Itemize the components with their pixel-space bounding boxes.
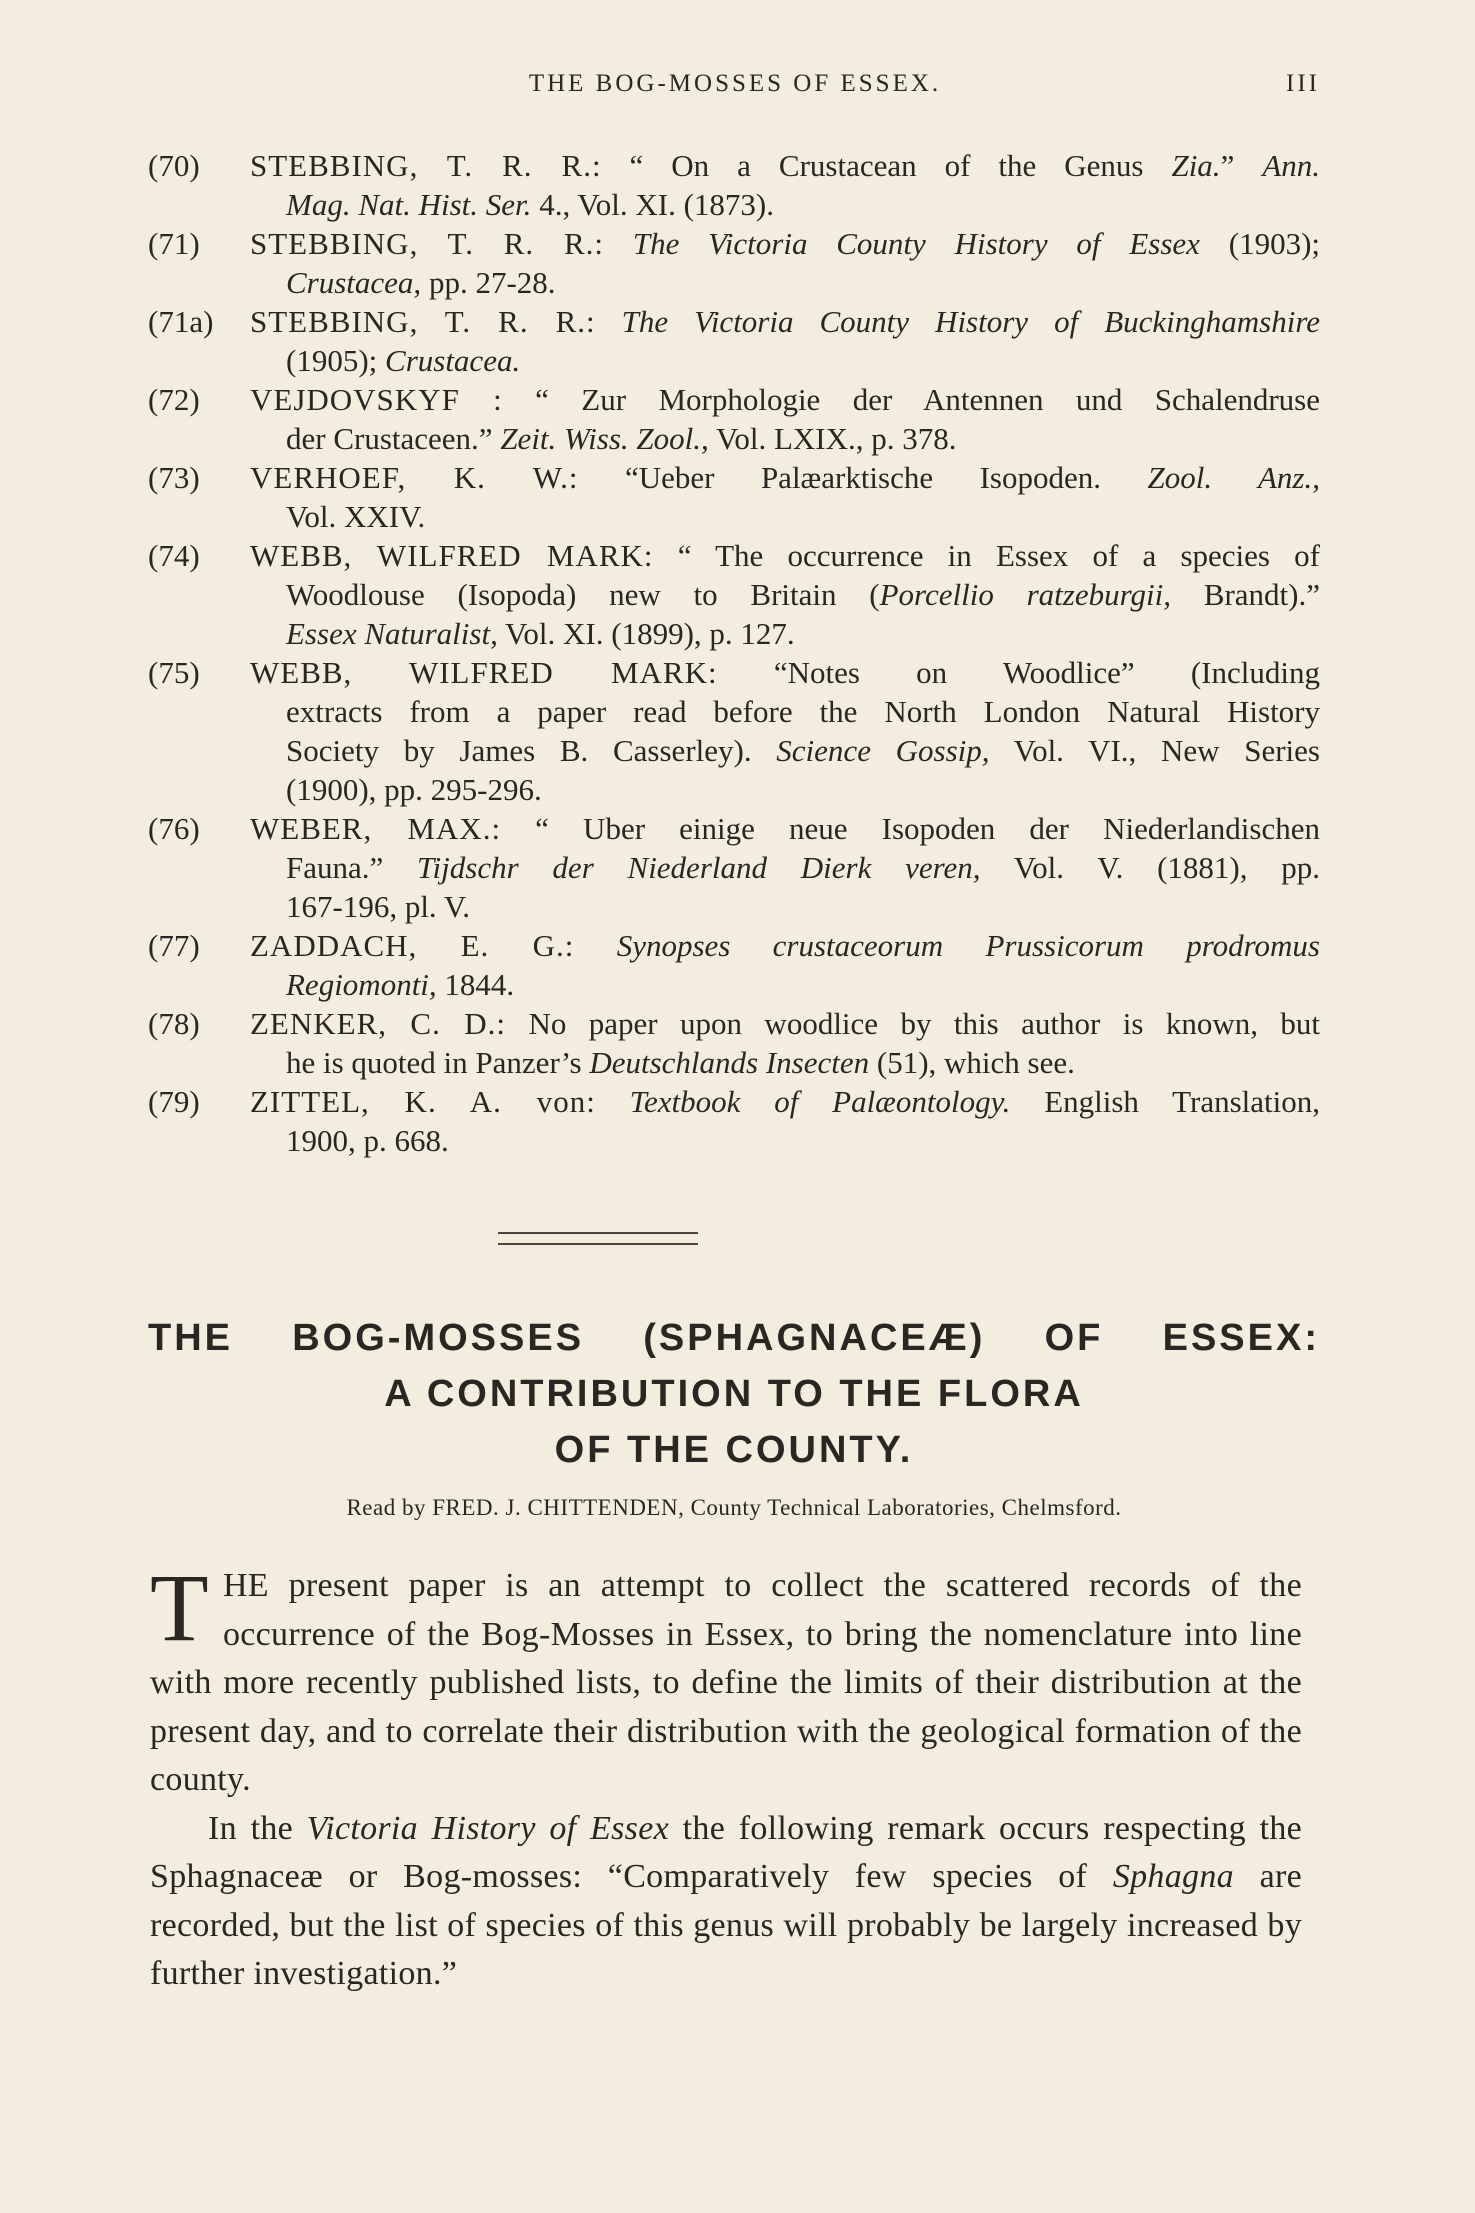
reference-entry: [148, 146, 1320, 224]
paragraph-2: [150, 1805, 1302, 1999]
article-title: [148, 1310, 1320, 1478]
reference-text: The Victoria County History of Essex: [632, 226, 1200, 261]
reference-first-line: [250, 1082, 1320, 1121]
paragraph-2-text-a: In the: [208, 1809, 307, 1847]
reference-text: Mag. Nat. Hist. Ser.: [286, 187, 532, 222]
reference-entry: [148, 224, 1320, 302]
reference-continuation-line: [286, 419, 1320, 458]
reference-number: (75): [148, 655, 200, 690]
reference-text: Brandt).”: [1171, 577, 1320, 612]
reference-author: VERHOEF, K. W.:: [250, 460, 579, 495]
reference-text: [596, 1084, 630, 1119]
reference-text: 4., Vol. XI. (1873).: [531, 187, 774, 222]
reference-entry: [148, 809, 1320, 926]
reference-continuation-line: [286, 497, 1320, 536]
drop-cap: T: [150, 1554, 209, 1661]
reference-author: WEBER, MAX.:: [250, 811, 502, 846]
page-number: III: [1286, 70, 1320, 97]
reference-number: (73): [148, 460, 200, 495]
reference-author: ZENKER, C. D.:: [250, 1006, 507, 1041]
reference-continuation-line: [286, 341, 1320, 380]
reference-number: (76): [148, 811, 200, 846]
reference-first-line: [250, 809, 1320, 848]
reference-text: extracts from a paper read before the North London Natural History: [286, 694, 1320, 729]
reference-entry: [148, 302, 1320, 380]
running-head-title: THE BOG-MOSSES OF ESSEX.: [528, 70, 942, 97]
reference-text: “ Uber einige neue Isopoden der Niederlandischen: [501, 811, 1320, 846]
reference-number: (79): [148, 1084, 200, 1119]
reference-first-line: [250, 1004, 1320, 1043]
reference-text: No paper upon woodlice by this author is known, but: [506, 1006, 1320, 1041]
reference-continuation-line: [286, 770, 1320, 809]
reference-text: Science Gossip,: [776, 733, 990, 768]
reference-text: (1905);: [286, 343, 386, 378]
reference-continuation-line: [286, 614, 1320, 653]
reference-text: Zeit. Wiss. Zool.,: [500, 421, 709, 456]
running-head: [150, 64, 1320, 108]
reference-number: (72): [148, 382, 200, 417]
reference-entry: [148, 1004, 1320, 1082]
reference-first-line: [250, 926, 1320, 965]
reference-author: WEBB, WILFRED MARK:: [250, 538, 654, 573]
reference-text: der Crustaceen.”: [286, 421, 501, 456]
reference-text: (51), which see.: [869, 1045, 1075, 1080]
reference-text: Vol. VI., New Series: [989, 733, 1320, 768]
reference-text: Regiomonti,: [286, 967, 437, 1002]
reference-text: Vol. XXIV.: [286, 499, 426, 534]
reference-number: (70): [148, 148, 200, 183]
reference-first-line: [250, 653, 1320, 692]
reference-continuation-line: [286, 731, 1320, 770]
reference-entry: [148, 458, 1320, 536]
reference-entry: [148, 926, 1320, 1004]
reference-author: WEBB, WILFRED MARK:: [250, 655, 718, 690]
reference-continuation-line: [286, 1121, 1320, 1160]
reference-continuation-line: [286, 965, 1320, 1004]
reference-continuation-line: [286, 887, 1320, 926]
reference-text: Synopses crustaceorum Prussicorum prodromus: [616, 928, 1320, 963]
reference-text: (1900), pp. 295-296.: [286, 772, 542, 807]
reference-text: ”: [1220, 148, 1263, 183]
reference-text: Fauna.”: [286, 850, 418, 885]
reference-text: “Notes on Woodlice” (Including: [717, 655, 1320, 690]
reference-author: STEBBING, T. R. R.:: [250, 226, 605, 261]
reference-first-line: [250, 536, 1320, 575]
reference-text: 1900, p. 668.: [286, 1123, 449, 1158]
reference-entry: [148, 1082, 1320, 1160]
paragraph-2-italic-genus: Sphagna: [1112, 1858, 1234, 1895]
byline: Read by FRED. J. CHITTENDEN, County Technical Laboratories, Chelmsford.: [346, 1495, 1122, 1520]
reference-text: Tijdschr der Niederland Dierk veren,: [417, 850, 981, 885]
reference-author: STEBBING, T. R. R.:: [250, 148, 602, 183]
reference-text: “ On a Crustacean of the Genus: [601, 148, 1172, 183]
reference-text: Crustacea.: [385, 343, 521, 378]
reference-text: Woodlouse (Isopoda) new to Britain (: [286, 577, 880, 612]
reference-text: Society by James B. Casserley).: [286, 733, 777, 768]
reference-continuation-line: [286, 1043, 1320, 1082]
paragraph-2-italic-title: Victoria History of Essex: [306, 1809, 669, 1847]
reference-continuation-line: [286, 692, 1320, 731]
paragraph-1: [150, 1554, 1302, 1805]
reference-text: Vol. V. (1881), pp.: [980, 850, 1320, 885]
reference-first-line: [250, 458, 1320, 497]
reference-text: 167-196, pl. V.: [286, 889, 471, 924]
reference-author: ZADDACH, E. G.:: [250, 928, 575, 963]
reference-text: Essex Naturalist,: [286, 616, 498, 651]
article-title-line-1: THE BOG-MOSSES (SPHAGNACEÆ) OF ESSEX:: [148, 1317, 1320, 1359]
reference-text: he is quoted in Panzer’s: [286, 1045, 590, 1080]
paragraph-2-text-c: are recorded, but the list of species of this genus will probably be largely increased by further investigation.”: [150, 1858, 1302, 1992]
reference-continuation-line: [286, 185, 1320, 224]
reference-text: “ The occurrence in Essex of a species of: [653, 538, 1320, 573]
reference-first-line: [250, 380, 1320, 419]
reference-text: Ann.: [1262, 148, 1320, 183]
reference-text: Vol. LXIX., p. 378.: [708, 421, 957, 456]
reference-author: STEBBING, T. R. R.:: [250, 304, 596, 339]
reference-text: “ Zur Morphologie der Antennen und Schalendruse: [502, 382, 1320, 417]
reference-text: [574, 928, 616, 963]
reference-text: [596, 304, 622, 339]
reference-entry: [148, 380, 1320, 458]
reference-text: Zia.: [1171, 148, 1221, 183]
article-title-line-2: A CONTRIBUTION TO THE FLORA: [384, 1373, 1084, 1415]
reference-continuation-line: [286, 263, 1320, 302]
reference-first-line: [250, 146, 1320, 185]
reference-text: (1903);: [1199, 226, 1321, 261]
reference-number: (78): [148, 1006, 200, 1041]
reference-first-line: [250, 224, 1320, 263]
reference-text: Deutschlands Insecten: [589, 1045, 870, 1080]
reference-list: [148, 146, 1320, 1160]
reference-entry: [148, 653, 1320, 809]
article-body: [150, 1554, 1303, 1999]
reference-number: (77): [148, 928, 200, 963]
reference-text: Zool. Anz.,: [1147, 460, 1320, 495]
reference-text: English Translation,: [1010, 1084, 1320, 1119]
reference-text: Vol. XI. (1899), p. 127.: [497, 616, 795, 651]
article-title-line-3: OF THE COUNTY.: [554, 1429, 914, 1471]
reference-text: Textbook of Palæontology.: [629, 1084, 1011, 1119]
paragraph-1-text: HE present paper is an attempt to collect the scattered records of the occurrence of the Bog-Mosses in Essex, to bring the nomenclature into line with more recently published lists, to define the limits of their distribution at the present day, and to correlate their distribution with the geological formation of the county.: [150, 1567, 1302, 1798]
reference-text: 1844.: [436, 967, 515, 1002]
reference-text: The Victoria County History of Buckinghamshire: [621, 304, 1321, 339]
reference-number: (71): [148, 226, 200, 261]
reference-author: ZITTEL, K. A. von:: [250, 1084, 596, 1119]
reference-number: (71a): [148, 304, 214, 339]
section-divider: [498, 1232, 698, 1245]
reference-author: VEJDOVSKYF :: [250, 382, 503, 417]
reference-continuation-line: [286, 848, 1320, 887]
paragraph-2-text-b: the following remark occurs respecting the Sphagnaceæ or Bog-mosses: “Comparatively few species of: [150, 1809, 1303, 1895]
reference-continuation-line: [286, 575, 1320, 614]
reference-number: (74): [148, 538, 200, 573]
reference-text: “Ueber Palæarktische Isopoden.: [578, 460, 1148, 495]
reference-first-line: [250, 302, 1320, 341]
reference-text: [604, 226, 633, 261]
reference-text: Porcellio ratzeburgii,: [879, 577, 1171, 612]
reference-entry: [148, 536, 1320, 653]
reference-text: pp. 27-28.: [421, 265, 556, 300]
reference-text: Crustacea,: [286, 265, 422, 300]
